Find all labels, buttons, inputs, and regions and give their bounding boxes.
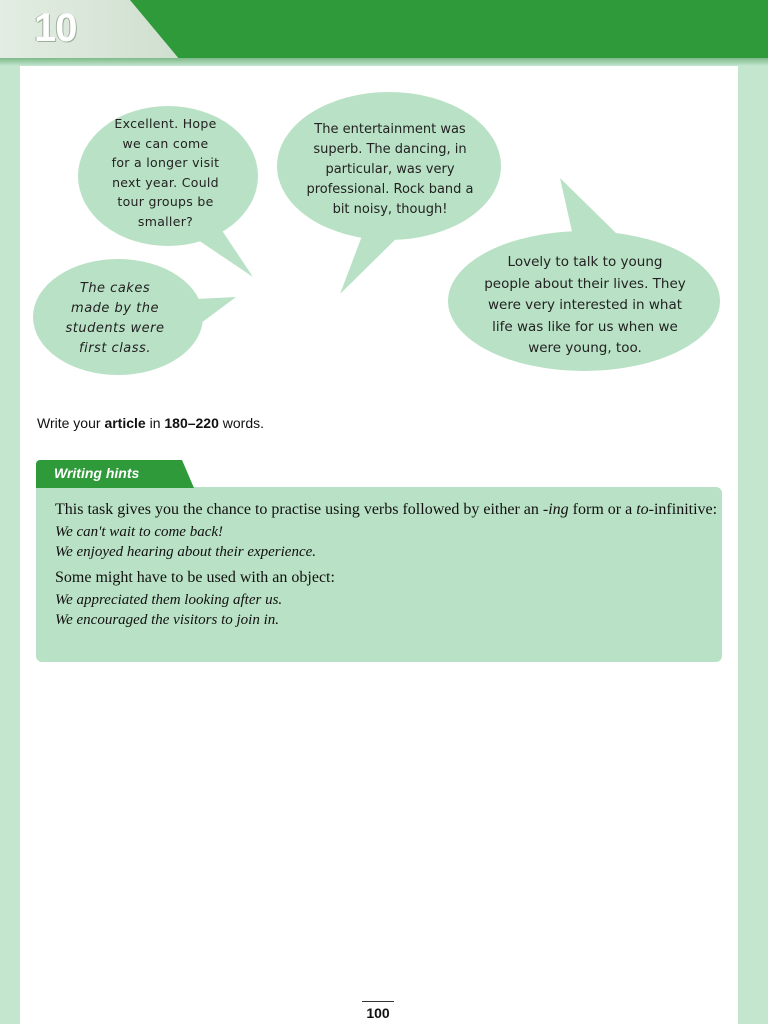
speech-bubble-2-tail — [340, 228, 405, 294]
hints-subheading: Some might have to be used with an object: — [55, 569, 335, 586]
task-instruction: Write your article in 180–220 words. — [37, 415, 265, 431]
speech-bubble-4-text: The cakes made by the students were first class. — [65, 281, 165, 356]
hint-example: We appreciated them looking after us. — [55, 592, 283, 608]
hint-example: We enjoyed hearing about their experience. — [55, 544, 317, 560]
writing-hints-title: Writing hints — [54, 465, 140, 481]
page-number: 100 — [362, 1001, 394, 1021]
speech-bubble-1-text: Excellent. Hope we can come for a longer visit next year. Could tour groups be smaller? — [111, 116, 220, 229]
hint-example: We encouraged the visitors to join in. — [55, 612, 280, 628]
speech-bubble-3-text: Lovely to talk to young people about their lives. They were very interested in what life was like for us when we were young, too. — [484, 254, 686, 356]
speech-bubble-2-text: The entertainment was superb. The dancing, in particular, was very professional. Rock band a bit noisy, though! — [306, 122, 474, 217]
hints-intro: This task gives you the chance to practise using verbs followed by either an -ing form or a to-infinitive: — [55, 501, 718, 518]
writing-hints-content — [55, 500, 720, 630]
unit-number: 10 — [34, 6, 77, 50]
hint-example: We can't wait to come back! — [55, 524, 224, 540]
